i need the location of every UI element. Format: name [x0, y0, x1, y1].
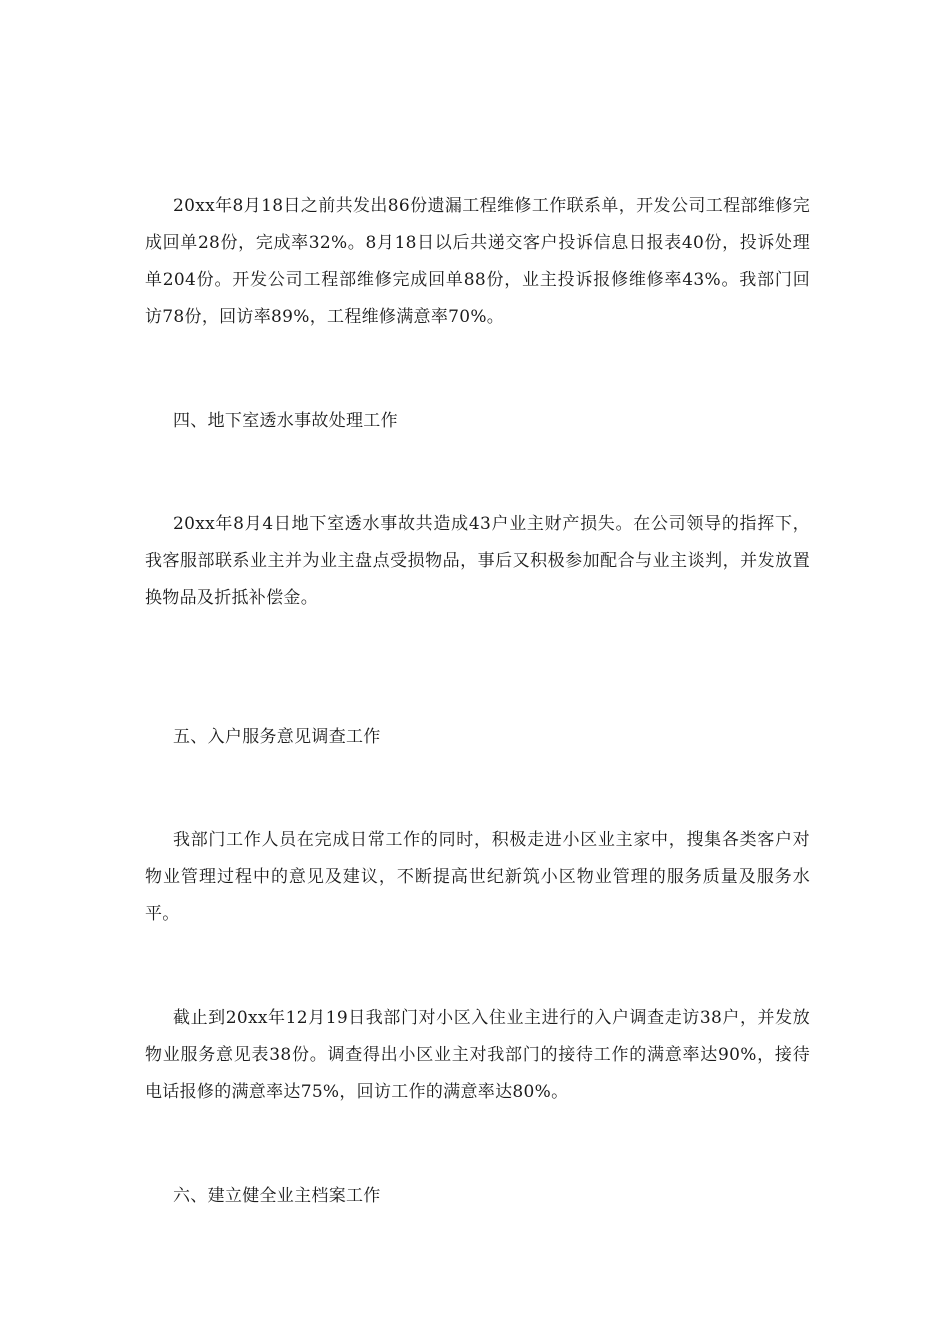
paragraph-repair-stats: 20xx年8月18日之前共发出86份遗漏工程维修工作联系单，开发公司工程部维修完成回单28份，完成率32%。8月18日以后共递交客户投诉信息日报表40份，投诉处理单204份。开发公司工程部维修完成回单88份，业主投诉报修维修率43%。我部门回访78份，回访率89%，工程维修满意率70%。: [145, 196, 810, 327]
section-heading-owner-archives: 六、建立健全业主档案工作: [173, 1186, 381, 1206]
section-heading-survey: 五、入户服务意见调查工作: [173, 727, 381, 747]
paragraph-survey-intro: 我部门工作人员在完成日常工作的同时，积极走进小区业主家中，搜集各类客户对物业管理过程中的意见及建议，不断提高世纪新筑小区物业管理的服务质量及服务水平。: [145, 830, 810, 924]
section-heading-basement-flooding: 四、地下室透水事故处理工作: [173, 411, 398, 431]
paragraph-basement-flooding: 20xx年8月4日地下室透水事故共造成43户业主财产损失。在公司领导的指挥下，我客服部联系业主并为业主盘点受损物品，事后又积极参加配合与业主谈判，并发放置换物品及折抵补偿金。: [145, 514, 810, 608]
paragraph-survey-results: 截止到20xx年12月19日我部门对小区入住业主进行的入户调查走访38户，并发放物业服务意见表38份。调查得出小区业主对我部门的接待工作的满意率达90%，接待电话报修的满意率达75%，回访工作的满意率达80%。: [145, 1008, 810, 1102]
